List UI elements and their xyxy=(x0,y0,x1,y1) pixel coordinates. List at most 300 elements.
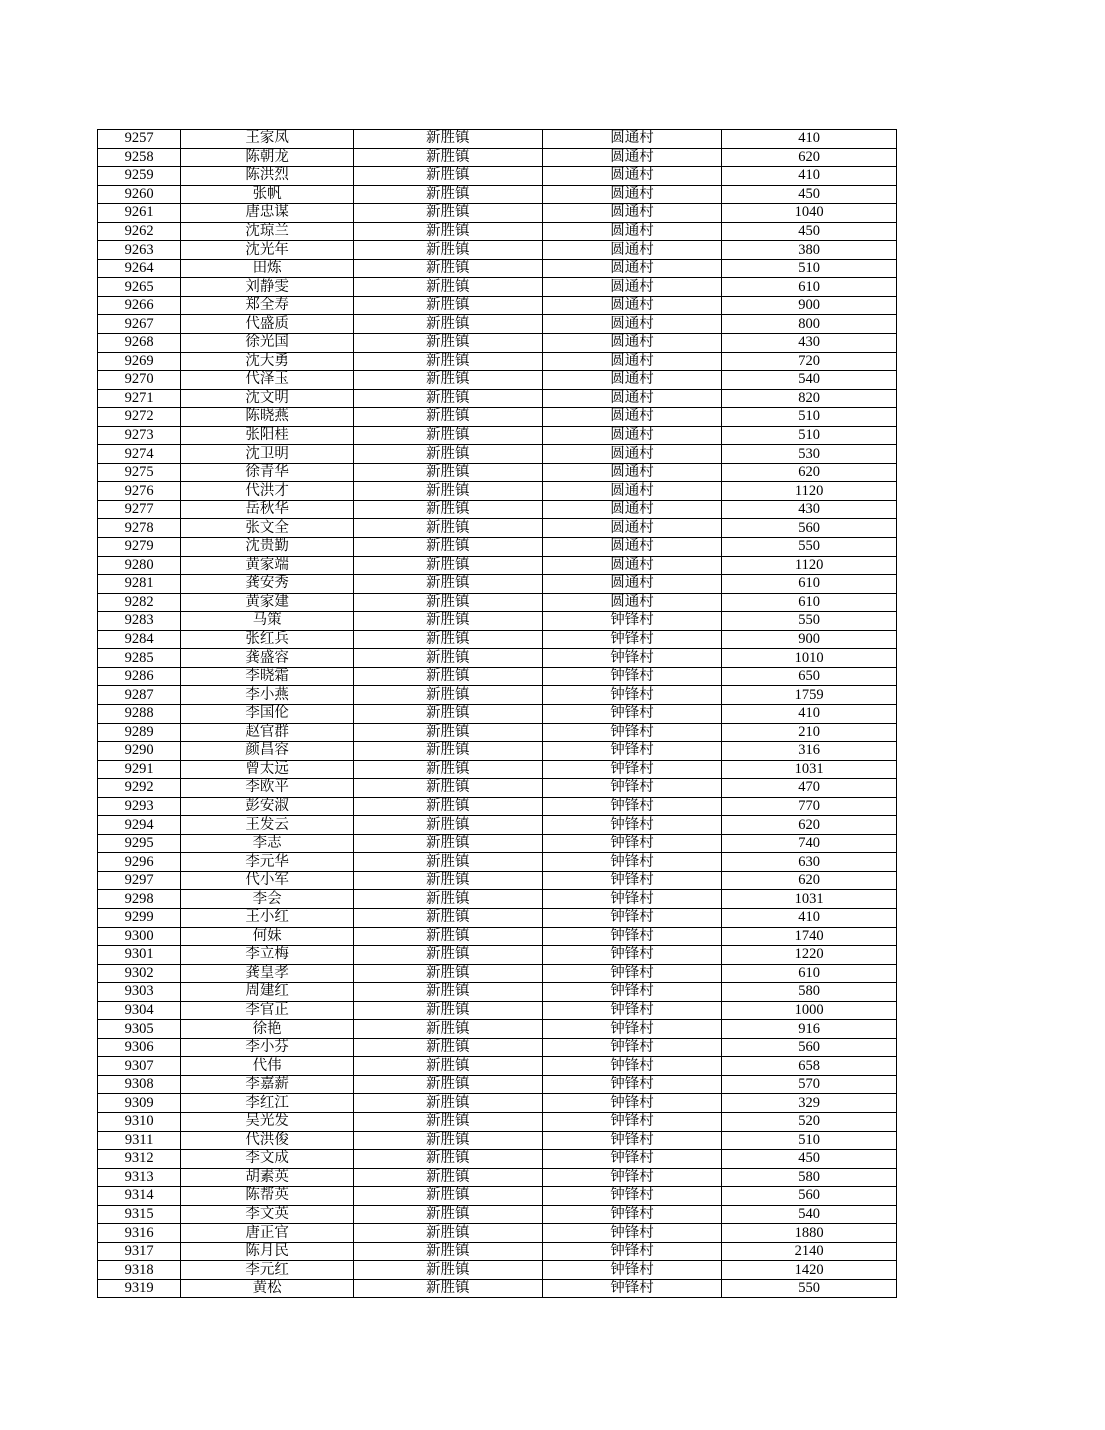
amount-cell: 316 xyxy=(722,742,897,761)
village-cell: 钟锋村 xyxy=(542,1168,722,1187)
table-row xyxy=(98,204,897,223)
row-number-cell: 9259 xyxy=(98,167,181,186)
row-number-cell: 9277 xyxy=(98,500,181,519)
row-number-cell: 9291 xyxy=(98,760,181,779)
name-cell: 龚安秀 xyxy=(181,575,354,594)
name-cell: 沈贵勤 xyxy=(181,538,354,557)
row-number-cell: 9263 xyxy=(98,241,181,260)
town-cell: 新胜镇 xyxy=(353,779,542,798)
amount-cell: 650 xyxy=(722,667,897,686)
table-row xyxy=(98,1279,897,1298)
row-number-cell: 9274 xyxy=(98,445,181,464)
village-cell: 钟锋村 xyxy=(542,1020,722,1039)
row-number-cell: 9286 xyxy=(98,667,181,686)
amount-cell: 580 xyxy=(722,983,897,1002)
village-cell: 钟锋村 xyxy=(542,723,722,742)
village-cell: 钟锋村 xyxy=(542,686,722,705)
table-row xyxy=(98,871,897,890)
name-cell: 徐光国 xyxy=(181,334,354,353)
town-cell: 新胜镇 xyxy=(353,742,542,761)
town-cell: 新胜镇 xyxy=(353,871,542,890)
name-cell: 李元红 xyxy=(181,1261,354,1280)
amount-cell: 520 xyxy=(722,1112,897,1131)
village-cell: 钟锋村 xyxy=(542,760,722,779)
village-cell: 圆通村 xyxy=(542,575,722,594)
town-cell: 新胜镇 xyxy=(353,1187,542,1206)
amount-cell: 770 xyxy=(722,797,897,816)
name-cell: 沈大勇 xyxy=(181,352,354,371)
table-row xyxy=(98,371,897,390)
town-cell: 新胜镇 xyxy=(353,185,542,204)
town-cell: 新胜镇 xyxy=(353,1279,542,1298)
name-cell: 黄松 xyxy=(181,1279,354,1298)
row-number-cell: 9292 xyxy=(98,779,181,798)
village-cell: 圆通村 xyxy=(542,222,722,241)
town-cell: 新胜镇 xyxy=(353,890,542,909)
name-cell: 沈文明 xyxy=(181,389,354,408)
table-row xyxy=(98,500,897,519)
village-cell: 钟锋村 xyxy=(542,1001,722,1020)
row-number-cell: 9264 xyxy=(98,259,181,278)
village-cell: 圆通村 xyxy=(542,148,722,167)
town-cell: 新胜镇 xyxy=(353,519,542,538)
amount-cell: 720 xyxy=(722,352,897,371)
town-cell: 新胜镇 xyxy=(353,389,542,408)
row-number-cell: 9296 xyxy=(98,853,181,872)
village-cell: 钟锋村 xyxy=(542,1205,722,1224)
town-cell: 新胜镇 xyxy=(353,946,542,965)
village-cell: 圆通村 xyxy=(542,408,722,427)
town-cell: 新胜镇 xyxy=(353,723,542,742)
table-row xyxy=(98,334,897,353)
row-number-cell: 9316 xyxy=(98,1224,181,1243)
row-number-cell: 9287 xyxy=(98,686,181,705)
town-cell: 新胜镇 xyxy=(353,1057,542,1076)
amount-cell: 380 xyxy=(722,241,897,260)
town-cell: 新胜镇 xyxy=(353,259,542,278)
town-cell: 新胜镇 xyxy=(353,760,542,779)
amount-cell: 560 xyxy=(722,1187,897,1206)
village-cell: 钟锋村 xyxy=(542,1150,722,1169)
table-row xyxy=(98,315,897,334)
village-cell: 圆通村 xyxy=(542,185,722,204)
table-row xyxy=(98,296,897,315)
name-cell: 岳秋华 xyxy=(181,500,354,519)
name-cell: 徐艳 xyxy=(181,1020,354,1039)
town-cell: 新胜镇 xyxy=(353,334,542,353)
row-number-cell: 9308 xyxy=(98,1075,181,1094)
row-number-cell: 9288 xyxy=(98,704,181,723)
table-row xyxy=(98,426,897,445)
table-row xyxy=(98,167,897,186)
village-cell: 圆通村 xyxy=(542,482,722,501)
table-row xyxy=(98,185,897,204)
town-cell: 新胜镇 xyxy=(353,834,542,853)
amount-cell: 210 xyxy=(722,723,897,742)
name-cell: 刘静雯 xyxy=(181,278,354,297)
amount-cell: 450 xyxy=(722,1150,897,1169)
town-cell: 新胜镇 xyxy=(353,649,542,668)
table-row xyxy=(98,667,897,686)
row-number-cell: 9265 xyxy=(98,278,181,297)
village-cell: 圆通村 xyxy=(542,519,722,538)
row-number-cell: 9313 xyxy=(98,1168,181,1187)
amount-cell: 1880 xyxy=(722,1224,897,1243)
name-cell: 陈月民 xyxy=(181,1242,354,1261)
name-cell: 胡素英 xyxy=(181,1168,354,1187)
table-row xyxy=(98,445,897,464)
row-number-cell: 9293 xyxy=(98,797,181,816)
village-cell: 钟锋村 xyxy=(542,853,722,872)
amount-cell: 1220 xyxy=(722,946,897,965)
town-cell: 新胜镇 xyxy=(353,500,542,519)
amount-cell: 800 xyxy=(722,315,897,334)
name-cell: 张阳桂 xyxy=(181,426,354,445)
row-number-cell: 9301 xyxy=(98,946,181,965)
amount-cell: 410 xyxy=(722,167,897,186)
name-cell: 沈卫明 xyxy=(181,445,354,464)
table-row xyxy=(98,1224,897,1243)
table-row xyxy=(98,946,897,965)
town-cell: 新胜镇 xyxy=(353,426,542,445)
row-number-cell: 9275 xyxy=(98,463,181,482)
town-cell: 新胜镇 xyxy=(353,278,542,297)
village-cell: 圆通村 xyxy=(542,241,722,260)
town-cell: 新胜镇 xyxy=(353,1205,542,1224)
town-cell: 新胜镇 xyxy=(353,964,542,983)
village-cell: 圆通村 xyxy=(542,278,722,297)
town-cell: 新胜镇 xyxy=(353,853,542,872)
name-cell: 李小芬 xyxy=(181,1038,354,1057)
name-cell: 代洪才 xyxy=(181,482,354,501)
amount-cell: 900 xyxy=(722,630,897,649)
name-cell: 张文全 xyxy=(181,519,354,538)
amount-cell: 900 xyxy=(722,296,897,315)
town-cell: 新胜镇 xyxy=(353,1150,542,1169)
name-cell: 沈光年 xyxy=(181,241,354,260)
town-cell: 新胜镇 xyxy=(353,593,542,612)
town-cell: 新胜镇 xyxy=(353,1112,542,1131)
town-cell: 新胜镇 xyxy=(353,704,542,723)
village-cell: 圆通村 xyxy=(542,315,722,334)
name-cell: 李嘉薪 xyxy=(181,1075,354,1094)
name-cell: 吴光发 xyxy=(181,1112,354,1131)
amount-cell: 610 xyxy=(722,278,897,297)
town-cell: 新胜镇 xyxy=(353,927,542,946)
amount-cell: 560 xyxy=(722,519,897,538)
amount-cell: 540 xyxy=(722,371,897,390)
name-cell: 曾太远 xyxy=(181,760,354,779)
table-row xyxy=(98,649,897,668)
town-cell: 新胜镇 xyxy=(353,575,542,594)
amount-cell: 740 xyxy=(722,834,897,853)
row-number-cell: 9266 xyxy=(98,296,181,315)
table-row xyxy=(98,408,897,427)
table-row xyxy=(98,556,897,575)
name-cell: 陈朝龙 xyxy=(181,148,354,167)
table-row xyxy=(98,612,897,631)
village-cell: 钟锋村 xyxy=(542,1057,722,1076)
town-cell: 新胜镇 xyxy=(353,1001,542,1020)
name-cell: 代盛质 xyxy=(181,315,354,334)
table-row xyxy=(98,983,897,1002)
table-row xyxy=(98,1131,897,1150)
name-cell: 唐忠谋 xyxy=(181,204,354,223)
table-row xyxy=(98,908,897,927)
table-row xyxy=(98,1242,897,1261)
amount-cell: 630 xyxy=(722,853,897,872)
town-cell: 新胜镇 xyxy=(353,908,542,927)
name-cell: 黄家建 xyxy=(181,593,354,612)
row-number-cell: 9295 xyxy=(98,834,181,853)
table-row xyxy=(98,834,897,853)
village-cell: 钟锋村 xyxy=(542,797,722,816)
town-cell: 新胜镇 xyxy=(353,686,542,705)
row-number-cell: 9306 xyxy=(98,1038,181,1057)
village-cell: 圆通村 xyxy=(542,426,722,445)
row-number-cell: 9315 xyxy=(98,1205,181,1224)
name-cell: 颜昌容 xyxy=(181,742,354,761)
village-cell: 钟锋村 xyxy=(542,1038,722,1057)
name-cell: 李文英 xyxy=(181,1205,354,1224)
name-cell: 马策 xyxy=(181,612,354,631)
row-number-cell: 9312 xyxy=(98,1150,181,1169)
name-cell: 赵官群 xyxy=(181,723,354,742)
table-row xyxy=(98,1261,897,1280)
name-cell: 李晓霜 xyxy=(181,667,354,686)
row-number-cell: 9282 xyxy=(98,593,181,612)
row-number-cell: 9284 xyxy=(98,630,181,649)
table-row xyxy=(98,1205,897,1224)
name-cell: 李国伦 xyxy=(181,704,354,723)
village-cell: 钟锋村 xyxy=(542,742,722,761)
town-cell: 新胜镇 xyxy=(353,148,542,167)
amount-cell: 2140 xyxy=(722,1242,897,1261)
name-cell: 龚盛容 xyxy=(181,649,354,668)
name-cell: 唐正官 xyxy=(181,1224,354,1243)
name-cell: 代泽玉 xyxy=(181,371,354,390)
table-row xyxy=(98,742,897,761)
name-cell: 周建红 xyxy=(181,983,354,1002)
row-number-cell: 9289 xyxy=(98,723,181,742)
village-cell: 钟锋村 xyxy=(542,1261,722,1280)
table-row xyxy=(98,463,897,482)
name-cell: 王发云 xyxy=(181,816,354,835)
row-number-cell: 9257 xyxy=(98,130,181,149)
name-cell: 彭安淑 xyxy=(181,797,354,816)
table-row xyxy=(98,686,897,705)
table-row xyxy=(98,352,897,371)
name-cell: 田炼 xyxy=(181,259,354,278)
town-cell: 新胜镇 xyxy=(353,352,542,371)
row-number-cell: 9258 xyxy=(98,148,181,167)
row-number-cell: 9302 xyxy=(98,964,181,983)
town-cell: 新胜镇 xyxy=(353,204,542,223)
village-cell: 圆通村 xyxy=(542,352,722,371)
name-cell: 徐青华 xyxy=(181,463,354,482)
amount-cell: 540 xyxy=(722,1205,897,1224)
table-row xyxy=(98,1057,897,1076)
row-number-cell: 9290 xyxy=(98,742,181,761)
amount-cell: 1120 xyxy=(722,482,897,501)
table-row xyxy=(98,1094,897,1113)
amount-cell: 620 xyxy=(722,463,897,482)
town-cell: 新胜镇 xyxy=(353,482,542,501)
table-row xyxy=(98,927,897,946)
name-cell: 郑全寿 xyxy=(181,296,354,315)
amount-cell: 510 xyxy=(722,408,897,427)
village-cell: 圆通村 xyxy=(542,556,722,575)
row-number-cell: 9307 xyxy=(98,1057,181,1076)
village-cell: 钟锋村 xyxy=(542,964,722,983)
name-cell: 代伟 xyxy=(181,1057,354,1076)
amount-cell: 1010 xyxy=(722,649,897,668)
row-number-cell: 9262 xyxy=(98,222,181,241)
amount-cell: 1120 xyxy=(722,556,897,575)
row-number-cell: 9268 xyxy=(98,334,181,353)
town-cell: 新胜镇 xyxy=(353,1261,542,1280)
row-number-cell: 9310 xyxy=(98,1112,181,1131)
town-cell: 新胜镇 xyxy=(353,556,542,575)
town-cell: 新胜镇 xyxy=(353,1131,542,1150)
table-row xyxy=(98,1001,897,1020)
row-number-cell: 9267 xyxy=(98,315,181,334)
amount-cell: 610 xyxy=(722,575,897,594)
village-cell: 钟锋村 xyxy=(542,1242,722,1261)
row-number-cell: 9271 xyxy=(98,389,181,408)
name-cell: 李文成 xyxy=(181,1150,354,1169)
table-row xyxy=(98,1020,897,1039)
amount-cell: 410 xyxy=(722,908,897,927)
table-row xyxy=(98,148,897,167)
village-cell: 圆通村 xyxy=(542,259,722,278)
amount-cell: 450 xyxy=(722,222,897,241)
table-row xyxy=(98,519,897,538)
town-cell: 新胜镇 xyxy=(353,130,542,149)
town-cell: 新胜镇 xyxy=(353,315,542,334)
table-row xyxy=(98,575,897,594)
amount-cell: 658 xyxy=(722,1057,897,1076)
village-cell: 钟锋村 xyxy=(542,871,722,890)
table-row xyxy=(98,630,897,649)
town-cell: 新胜镇 xyxy=(353,1224,542,1243)
row-number-cell: 9297 xyxy=(98,871,181,890)
table-row xyxy=(98,964,897,983)
row-number-cell: 9309 xyxy=(98,1094,181,1113)
amount-cell: 1040 xyxy=(722,204,897,223)
village-cell: 圆通村 xyxy=(542,334,722,353)
village-cell: 圆通村 xyxy=(542,463,722,482)
row-number-cell: 9283 xyxy=(98,612,181,631)
town-cell: 新胜镇 xyxy=(353,296,542,315)
village-cell: 钟锋村 xyxy=(542,816,722,835)
table-row xyxy=(98,1168,897,1187)
table-row xyxy=(98,1150,897,1169)
amount-cell: 410 xyxy=(722,130,897,149)
village-cell: 圆通村 xyxy=(542,445,722,464)
row-number-cell: 9280 xyxy=(98,556,181,575)
name-cell: 王小红 xyxy=(181,908,354,927)
town-cell: 新胜镇 xyxy=(353,222,542,241)
town-cell: 新胜镇 xyxy=(353,445,542,464)
row-number-cell: 9299 xyxy=(98,908,181,927)
town-cell: 新胜镇 xyxy=(353,1020,542,1039)
town-cell: 新胜镇 xyxy=(353,1242,542,1261)
town-cell: 新胜镇 xyxy=(353,371,542,390)
town-cell: 新胜镇 xyxy=(353,1168,542,1187)
village-cell: 圆通村 xyxy=(542,371,722,390)
table-row xyxy=(98,1038,897,1057)
village-cell: 钟锋村 xyxy=(542,983,722,1002)
name-cell: 张帆 xyxy=(181,185,354,204)
row-number-cell: 9300 xyxy=(98,927,181,946)
village-cell: 钟锋村 xyxy=(542,612,722,631)
name-cell: 陈帮英 xyxy=(181,1187,354,1206)
village-cell: 圆通村 xyxy=(542,500,722,519)
name-cell: 代小军 xyxy=(181,871,354,890)
town-cell: 新胜镇 xyxy=(353,463,542,482)
amount-cell: 916 xyxy=(722,1020,897,1039)
village-cell: 钟锋村 xyxy=(542,946,722,965)
village-cell: 钟锋村 xyxy=(542,630,722,649)
amount-cell: 1740 xyxy=(722,927,897,946)
amount-cell: 1420 xyxy=(722,1261,897,1280)
village-cell: 钟锋村 xyxy=(542,927,722,946)
table-row xyxy=(98,1187,897,1206)
village-cell: 钟锋村 xyxy=(542,1187,722,1206)
name-cell: 何妹 xyxy=(181,927,354,946)
table-row xyxy=(98,1112,897,1131)
village-cell: 钟锋村 xyxy=(542,1075,722,1094)
village-cell: 圆通村 xyxy=(542,538,722,557)
amount-cell: 1031 xyxy=(722,890,897,909)
table-row xyxy=(98,278,897,297)
amount-cell: 329 xyxy=(722,1094,897,1113)
amount-cell: 1000 xyxy=(722,1001,897,1020)
row-number-cell: 9298 xyxy=(98,890,181,909)
amount-cell: 410 xyxy=(722,704,897,723)
amount-cell: 620 xyxy=(722,816,897,835)
village-cell: 钟锋村 xyxy=(542,649,722,668)
table-row xyxy=(98,853,897,872)
village-cell: 钟锋村 xyxy=(542,908,722,927)
name-cell: 李会 xyxy=(181,890,354,909)
name-cell: 陈晓燕 xyxy=(181,408,354,427)
row-number-cell: 9305 xyxy=(98,1020,181,1039)
town-cell: 新胜镇 xyxy=(353,241,542,260)
village-cell: 钟锋村 xyxy=(542,779,722,798)
amount-cell: 510 xyxy=(722,426,897,445)
table-row xyxy=(98,222,897,241)
row-number-cell: 9285 xyxy=(98,649,181,668)
town-cell: 新胜镇 xyxy=(353,538,542,557)
name-cell: 王家凤 xyxy=(181,130,354,149)
village-cell: 钟锋村 xyxy=(542,1094,722,1113)
row-number-cell: 9311 xyxy=(98,1131,181,1150)
amount-cell: 470 xyxy=(722,779,897,798)
table-row xyxy=(98,816,897,835)
row-number-cell: 9279 xyxy=(98,538,181,557)
town-cell: 新胜镇 xyxy=(353,667,542,686)
table-row xyxy=(98,797,897,816)
table-row xyxy=(98,538,897,557)
amount-cell: 510 xyxy=(722,259,897,278)
amount-cell: 570 xyxy=(722,1075,897,1094)
amount-cell: 430 xyxy=(722,334,897,353)
row-number-cell: 9294 xyxy=(98,816,181,835)
village-cell: 钟锋村 xyxy=(542,890,722,909)
name-cell: 李立梅 xyxy=(181,946,354,965)
